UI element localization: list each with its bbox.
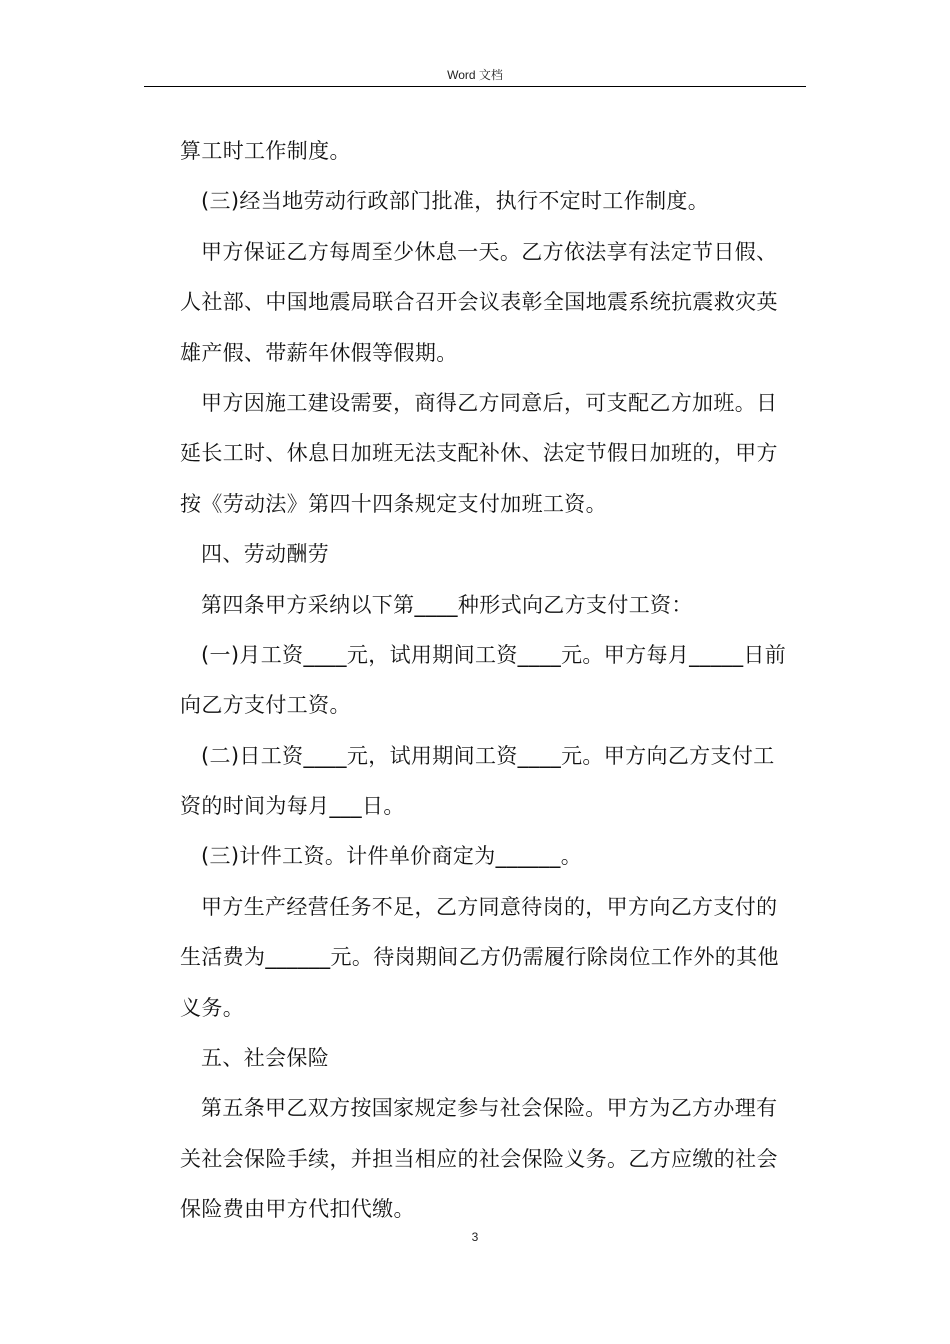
page-number: 3 (471, 1230, 479, 1244)
paragraph-line: 生活费为______元。待岗期间乙方仍需履行除岗位工作外的其他 (180, 945, 779, 970)
paragraph-line: 雄产假、带薪年休假等假期。 (180, 340, 458, 365)
paragraph-line: 甲方保证乙方每周至少休息一天。乙方依法享有法定节日假、 (201, 239, 778, 264)
paragraph-line: 关社会保险手续，并担当相应的社会保险义务。乙方应缴的社会 (180, 1146, 778, 1171)
paragraph-line: (一)月工资____元，试用期间工资____元。甲方每月_____日前 (201, 642, 787, 667)
paragraph-line: 资的时间为每月___日。 (180, 794, 405, 819)
paragraph-line: 第四条甲方采纳以下第____种形式向乙方支付工资： (201, 592, 693, 617)
header-divider (144, 86, 806, 87)
paragraph-line: 算工时工作制度。 (180, 139, 351, 163)
section-heading: 五、社会保险 (201, 1046, 330, 1071)
section-heading: 四、劳动酬劳 (201, 542, 330, 567)
document-body (180, 126, 805, 1235)
paragraph-line: (二)日工资____元，试用期间工资____元。甲方向乙方支付工 (201, 743, 775, 768)
paragraph-line: 按《劳动法》第四十四条规定支付加班工资。 (180, 491, 607, 516)
document-header-title: Word 文档 (447, 68, 503, 82)
paragraph-line: 甲方生产经营任务不足，乙方同意待岗的，甲方向乙方支付的 (201, 894, 778, 919)
paragraph-line: 第五条甲乙双方按国家规定参与社会保险。甲方为乙方办理有 (201, 1096, 778, 1121)
paragraph-line: 延长工时、休息日加班无法支配补休、法定节假日加班的，甲方 (180, 441, 778, 466)
paragraph-line: 保险费由甲方代扣代缴。 (180, 1197, 415, 1222)
paragraph-line: (三)计件工资。计件单价商定为______。 (201, 844, 583, 869)
paragraph-line: 人社部、中国地震局联合召开会议表彰全国地震系统抗震救灾英 (180, 290, 778, 315)
paragraph-line: 向乙方支付工资。 (180, 693, 351, 718)
paragraph-line: (三)经当地劳动行政部门批准，执行不定时工作制度。 (201, 189, 710, 214)
paragraph-line: 甲方因施工建设需要，商得乙方同意后，可支配乙方加班。日 (201, 390, 778, 415)
paragraph-line: 义务。 (180, 995, 245, 1020)
